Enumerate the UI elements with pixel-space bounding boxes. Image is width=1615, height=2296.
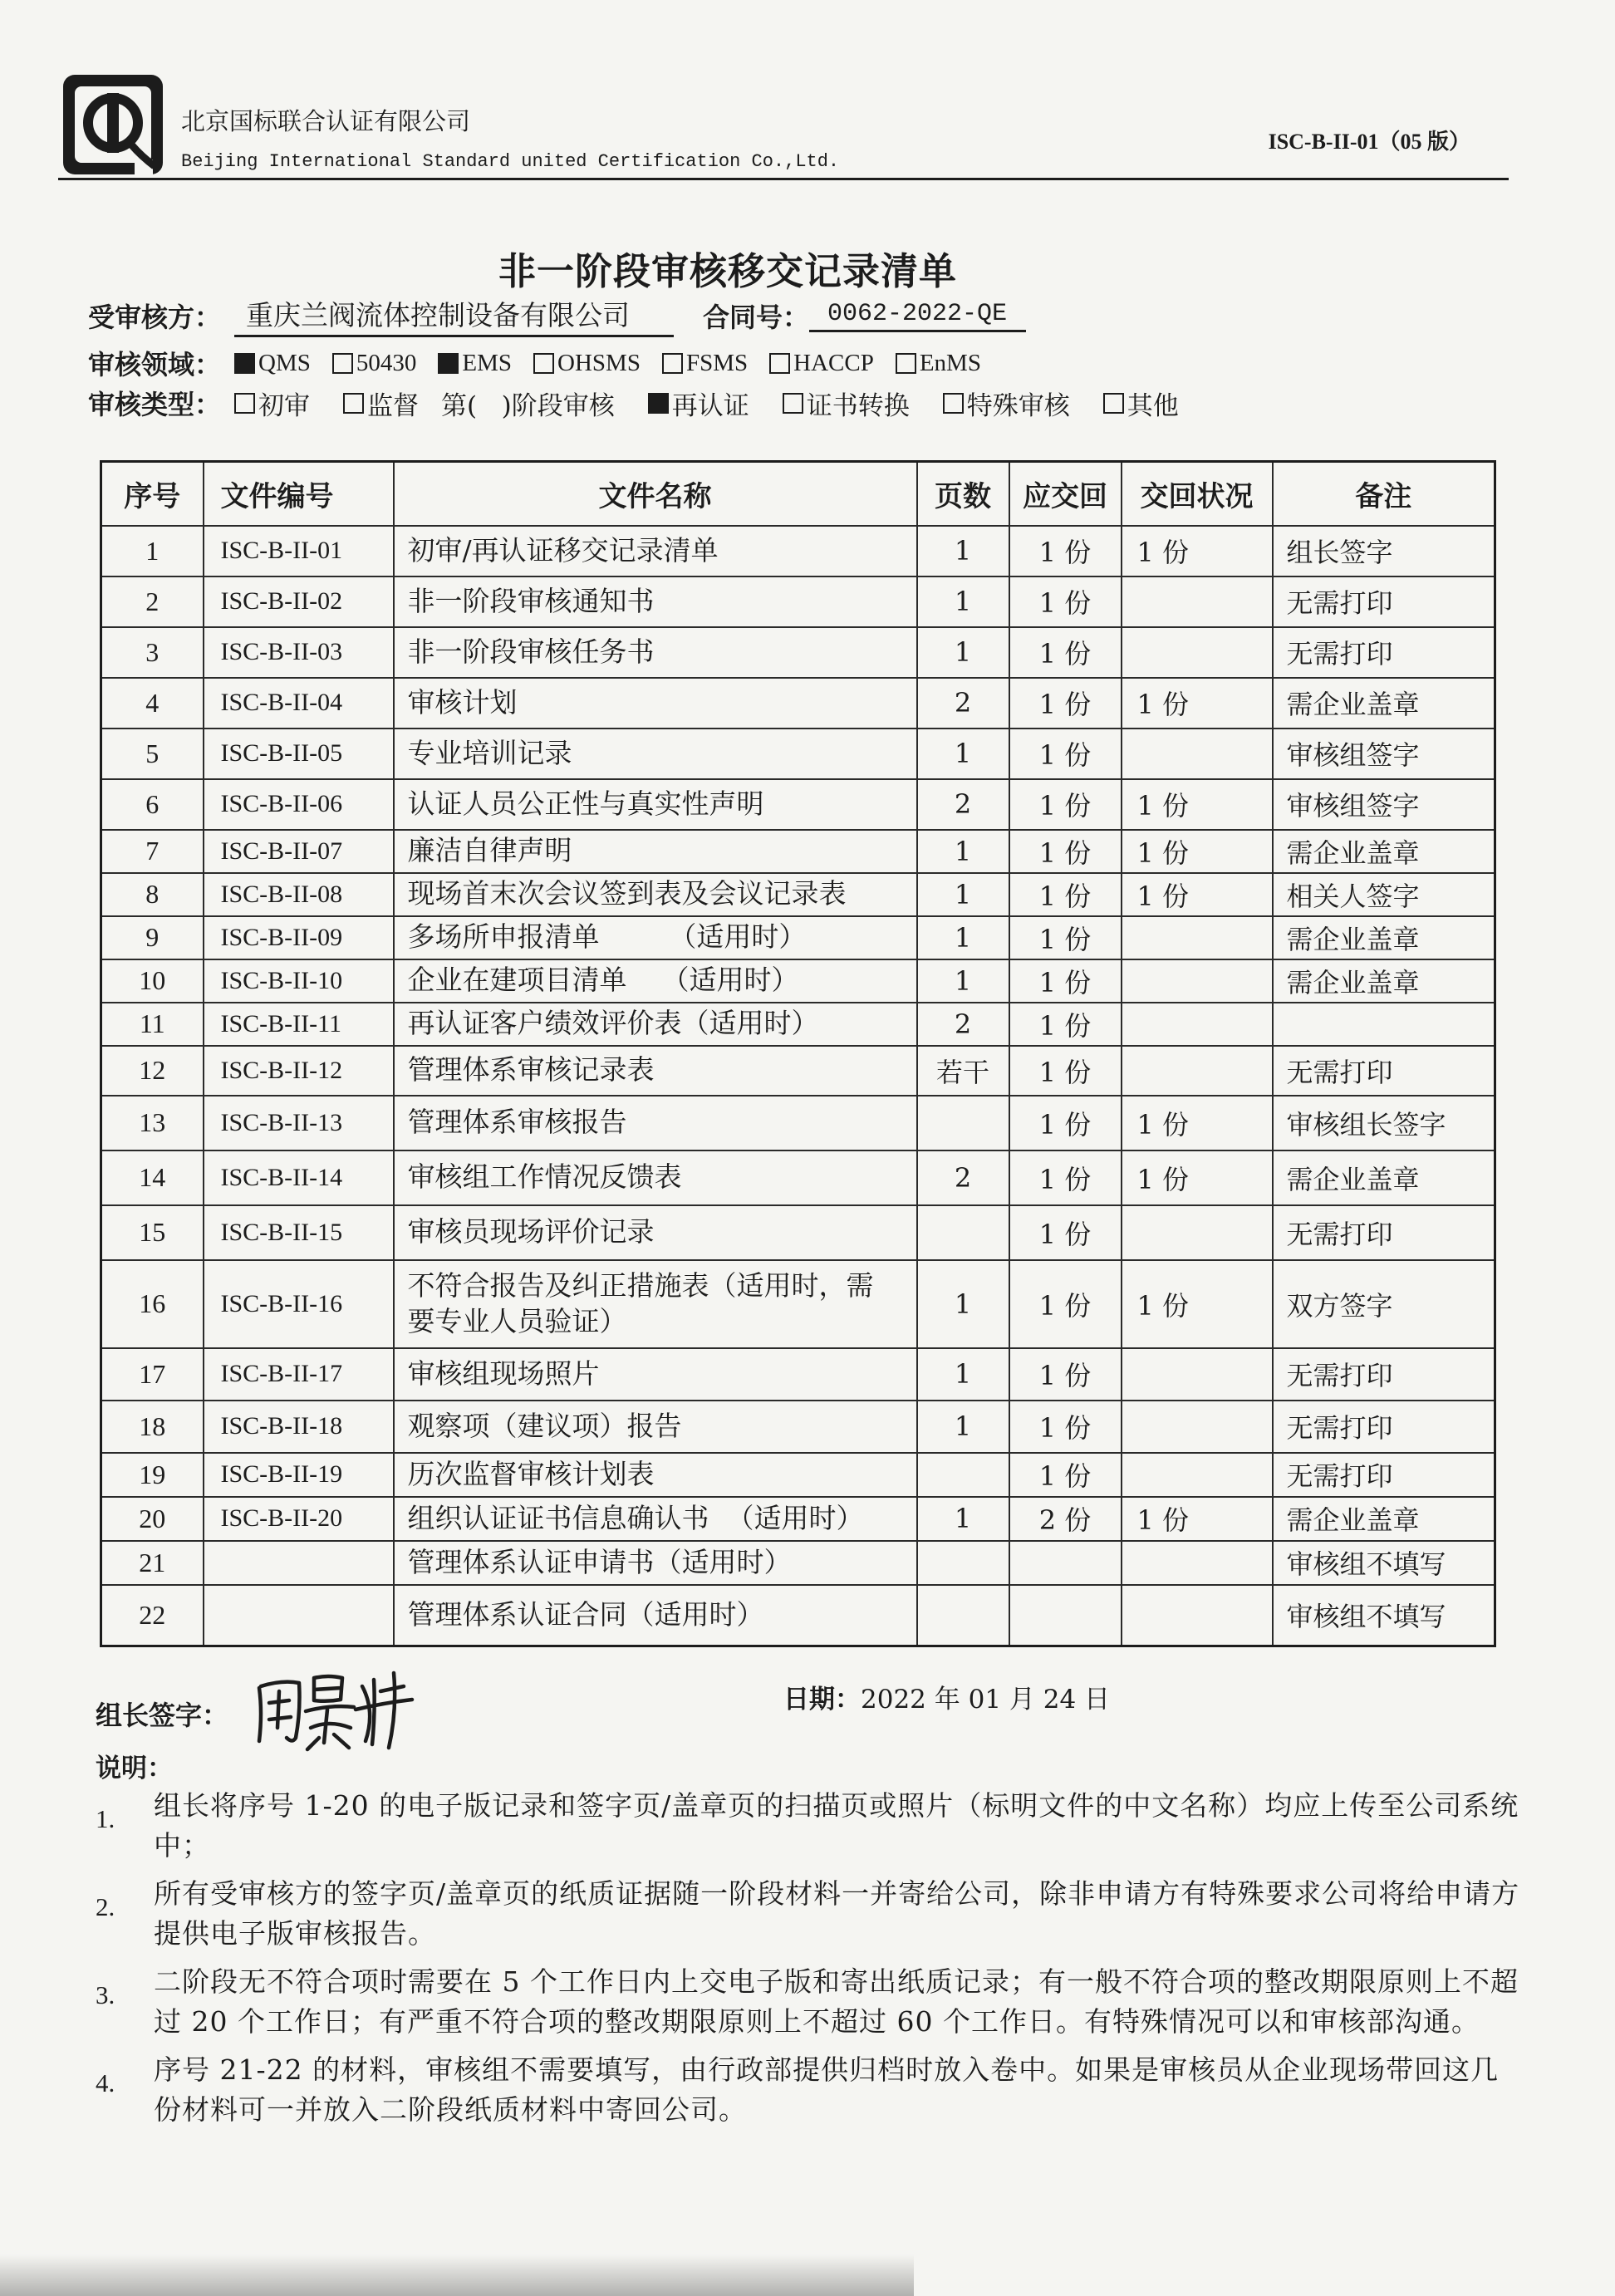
cell-returned-count bbox=[1122, 1046, 1273, 1096]
cell-returned-count: 1 份 bbox=[1122, 873, 1273, 916]
cell-returned-count bbox=[1122, 729, 1273, 779]
table-header-row bbox=[101, 462, 1495, 526]
cell-due-count: 2 份 bbox=[1009, 1497, 1122, 1541]
cell-seq: 13 bbox=[101, 1096, 204, 1150]
cell-due-count: 1 份 bbox=[1009, 1260, 1122, 1348]
cell-seq: 22 bbox=[101, 1585, 204, 1646]
cell-pages: 1 bbox=[917, 576, 1009, 627]
cell-doc-name: 不符合报告及纠正措施表（适用时，需要专业人员验证） bbox=[394, 1260, 917, 1348]
cell-pages: 2 bbox=[917, 779, 1009, 830]
cell-remark: 需企业盖章 bbox=[1273, 678, 1495, 729]
header-pages: 页数 bbox=[917, 462, 1009, 526]
cell-doc-code: ISC-B-II-10 bbox=[204, 959, 394, 1003]
domain-option-label: OHSMS bbox=[557, 349, 641, 376]
note-item bbox=[96, 1962, 1520, 2042]
table-row bbox=[101, 678, 1495, 729]
domain-option-50430 bbox=[332, 350, 417, 377]
cell-due-count: 1 份 bbox=[1009, 1096, 1122, 1150]
cell-doc-name: 组织认证证书信息确认书 （适用时） bbox=[394, 1497, 917, 1541]
note-item bbox=[96, 1786, 1520, 1866]
cell-seq: 14 bbox=[101, 1150, 204, 1205]
cell-doc-code: ISC-B-II-04 bbox=[204, 678, 394, 729]
cell-pages: 2 bbox=[917, 678, 1009, 729]
type-option-stage-text: 第( )阶段审核 bbox=[441, 390, 615, 421]
domain-option-label: 50430 bbox=[356, 349, 417, 376]
contract-value: 0062-2022-QE bbox=[809, 300, 1026, 332]
cell-seq: 2 bbox=[101, 576, 204, 627]
cell-doc-name: 历次监督审核计划表 bbox=[394, 1453, 917, 1497]
header-returned-count: 交回状况 bbox=[1122, 462, 1273, 526]
cell-doc-code: ISC-B-II-08 bbox=[204, 873, 394, 916]
cell-pages: 2 bbox=[917, 1003, 1009, 1046]
document-code: ISC-B-II-01（05 版） bbox=[1268, 130, 1470, 154]
cell-returned-count: 1 份 bbox=[1122, 1150, 1273, 1205]
cell-seq: 21 bbox=[101, 1541, 204, 1585]
cell-doc-name: 管理体系审核报告 bbox=[394, 1096, 917, 1150]
cell-pages: 1 bbox=[917, 1260, 1009, 1348]
note-number: 1. bbox=[96, 1804, 115, 1833]
checkbox-icon bbox=[662, 353, 683, 374]
cell-pages bbox=[917, 1541, 1009, 1585]
cell-doc-name: 审核计划 bbox=[394, 678, 917, 729]
audit-type-line bbox=[88, 384, 1212, 422]
note-text: 序号 21-22 的材料，审核组不需要填写，由行政部提供归档时放入卷中。如果是审核员从企业现场带回这几份材料可一并放入二阶段纸质材料中寄回公司。 bbox=[154, 2053, 1500, 2126]
cell-pages bbox=[917, 1585, 1009, 1646]
cell-returned-count bbox=[1122, 959, 1273, 1003]
note-number: 2. bbox=[96, 1892, 115, 1921]
cell-remark: 无需打印 bbox=[1273, 627, 1495, 678]
table-row bbox=[101, 1585, 1495, 1646]
cell-remark: 无需打印 bbox=[1273, 1453, 1495, 1497]
cell-due-count: 1 份 bbox=[1009, 1205, 1122, 1260]
notes-heading: 说明： bbox=[96, 1754, 173, 1783]
note-text: 二阶段无不符合项时需要在 5 个工作日内上交电子版和寄出纸质记录；有一般不符合项的整改期限原则上不超过 20 个工作日；有严重不符合项的整改期限原则上不超过 60 个工作日。有特殊情况可以和审核部沟通。 bbox=[154, 1965, 1519, 2038]
cell-due-count: 1 份 bbox=[1009, 1150, 1122, 1205]
cell-returned-count: 1 份 bbox=[1122, 526, 1273, 576]
cell-seq: 11 bbox=[101, 1003, 204, 1046]
cell-returned-count bbox=[1122, 1003, 1273, 1046]
cell-returned-count: 1 份 bbox=[1122, 1260, 1273, 1348]
cell-returned-count: 1 份 bbox=[1122, 779, 1273, 830]
cell-pages bbox=[917, 1453, 1009, 1497]
cell-remark: 需企业盖章 bbox=[1273, 830, 1495, 873]
table-row bbox=[101, 576, 1495, 627]
auditee-value: 重庆兰阀流体控制设备有限公司 bbox=[234, 294, 674, 337]
cell-due-count: 1 份 bbox=[1009, 959, 1122, 1003]
note-text: 组长将序号 1-20 的电子版记录和签字页/盖章页的扫描页或照片（标明文件的中文名称）均应上传至公司系统中； bbox=[154, 1789, 1519, 1862]
note-item bbox=[96, 1874, 1520, 1954]
auditee-label: 受审核方： bbox=[88, 302, 222, 333]
cell-doc-name: 认证人员公正性与真实性声明 bbox=[394, 779, 917, 830]
note-text: 所有受审核方的签字页/盖章页的纸质证据随一阶段材料一并寄给公司，除非申请方有特殊要求公司将给申请方提供电子版审核报告。 bbox=[154, 1877, 1520, 1950]
header-due-count: 应交回 bbox=[1009, 462, 1122, 526]
handwritten-signature-image bbox=[249, 1661, 415, 1753]
cell-remark: 无需打印 bbox=[1273, 1046, 1495, 1096]
table-row bbox=[101, 959, 1495, 1003]
domain-option-ohsms bbox=[533, 350, 641, 377]
cell-returned-count bbox=[1122, 1205, 1273, 1260]
cell-doc-name: 再认证客户绩效评价表（适用时） bbox=[394, 1003, 917, 1046]
checkbox-icon bbox=[896, 353, 916, 374]
header-doc-code: 文件编号 bbox=[204, 462, 394, 526]
cell-remark: 需企业盖章 bbox=[1273, 1497, 1495, 1541]
cell-doc-name: 审核组现场照片 bbox=[394, 1348, 917, 1401]
cell-returned-count bbox=[1122, 576, 1273, 627]
cell-seq: 17 bbox=[101, 1348, 204, 1401]
cell-returned-count: 1 份 bbox=[1122, 830, 1273, 873]
table-row bbox=[101, 1003, 1495, 1046]
cell-doc-code: ISC-B-II-06 bbox=[204, 779, 394, 830]
cell-due-count bbox=[1009, 1541, 1122, 1585]
cell-due-count: 1 份 bbox=[1009, 526, 1122, 576]
type-option-label: 监督 bbox=[367, 390, 420, 421]
cell-remark: 双方签字 bbox=[1273, 1260, 1495, 1348]
cell-seq: 8 bbox=[101, 873, 204, 916]
cell-due-count: 1 份 bbox=[1009, 1003, 1122, 1046]
audit-type-label: 审核类型： bbox=[88, 389, 222, 420]
cell-remark: 无需打印 bbox=[1273, 576, 1495, 627]
type-option-label: 其他 bbox=[1127, 390, 1179, 421]
table-row bbox=[101, 1205, 1495, 1260]
auditee-line bbox=[88, 294, 1026, 337]
domain-option-label: HACCP bbox=[793, 349, 874, 376]
type-option-other bbox=[1103, 385, 1179, 422]
cell-doc-name: 审核组工作情况反馈表 bbox=[394, 1150, 917, 1205]
domain-option-label: QMS bbox=[258, 349, 311, 376]
company-name-en: Beijing International Standard united Certification Co.,Ltd. bbox=[181, 151, 840, 172]
domain-option-haccp bbox=[769, 350, 874, 377]
table-row bbox=[101, 1348, 1495, 1401]
checkbox-icon bbox=[234, 353, 255, 374]
cell-doc-code: ISC-B-II-03 bbox=[204, 627, 394, 678]
cell-pages bbox=[917, 1096, 1009, 1150]
cell-pages: 若干 bbox=[917, 1046, 1009, 1096]
type-option-transfer bbox=[783, 385, 910, 422]
cell-doc-code: ISC-B-II-17 bbox=[204, 1348, 394, 1401]
cell-doc-name: 非一阶段审核任务书 bbox=[394, 627, 917, 678]
table-row bbox=[101, 1497, 1495, 1541]
domain-option-label: FSMS bbox=[685, 349, 749, 376]
cell-due-count: 1 份 bbox=[1009, 729, 1122, 779]
table-row bbox=[101, 1401, 1495, 1453]
cell-remark: 组长签字 bbox=[1273, 526, 1495, 576]
cell-remark: 无需打印 bbox=[1273, 1401, 1495, 1453]
header-remark: 备注 bbox=[1273, 462, 1495, 526]
table-row bbox=[101, 830, 1495, 873]
type-option-surveillance bbox=[343, 385, 615, 422]
table-row bbox=[101, 1453, 1495, 1497]
type-option-label: 特殊审核 bbox=[966, 390, 1070, 421]
cell-returned-count bbox=[1122, 1401, 1273, 1453]
table-row bbox=[101, 1096, 1495, 1150]
company-name-cn: 北京国标联合认证有限公司 bbox=[181, 107, 471, 135]
date-line bbox=[783, 1678, 1110, 1715]
cell-doc-code: ISC-B-II-07 bbox=[204, 830, 394, 873]
cell-returned-count bbox=[1122, 1541, 1273, 1585]
table-row bbox=[101, 1260, 1495, 1348]
cell-seq: 1 bbox=[101, 526, 204, 576]
audit-domain-options bbox=[234, 350, 1003, 377]
cell-pages: 1 bbox=[917, 959, 1009, 1003]
cell-returned-count bbox=[1122, 1348, 1273, 1401]
cell-seq: 5 bbox=[101, 729, 204, 779]
table-row bbox=[101, 1150, 1495, 1205]
table-row bbox=[101, 729, 1495, 779]
cell-seq: 6 bbox=[101, 779, 204, 830]
cell-doc-name: 廉洁自律声明 bbox=[394, 830, 917, 873]
cell-seq: 10 bbox=[101, 959, 204, 1003]
cell-doc-name: 多场所申报清单 （适用时） bbox=[394, 916, 917, 959]
checkbox-icon bbox=[332, 353, 353, 374]
note-item bbox=[96, 2050, 1520, 2130]
cell-seq: 19 bbox=[101, 1453, 204, 1497]
cell-pages: 1 bbox=[917, 873, 1009, 916]
table-row bbox=[101, 1541, 1495, 1585]
cell-doc-name: 专业培训记录 bbox=[394, 729, 917, 779]
header-divider bbox=[58, 178, 1509, 180]
table-row bbox=[101, 526, 1495, 576]
cell-seq: 12 bbox=[101, 1046, 204, 1096]
cell-doc-name: 非一阶段审核通知书 bbox=[394, 576, 917, 627]
checkbox-icon bbox=[783, 393, 803, 414]
checkbox-icon bbox=[343, 393, 364, 414]
cell-doc-code bbox=[204, 1585, 394, 1646]
header-doc-name: 文件名称 bbox=[394, 462, 917, 526]
table-row bbox=[101, 779, 1495, 830]
cell-returned-count bbox=[1122, 1585, 1273, 1646]
cell-due-count: 1 份 bbox=[1009, 1453, 1122, 1497]
cell-doc-code: ISC-B-II-02 bbox=[204, 576, 394, 627]
cell-returned-count: 1 份 bbox=[1122, 1497, 1273, 1541]
checkbox-icon bbox=[533, 353, 554, 374]
contract-label: 合同号： bbox=[703, 302, 810, 333]
cell-doc-code: ISC-B-II-05 bbox=[204, 729, 394, 779]
header-seq: 序号 bbox=[101, 462, 204, 526]
cell-due-count: 1 份 bbox=[1009, 678, 1122, 729]
cell-seq: 15 bbox=[101, 1205, 204, 1260]
cell-doc-name: 企业在建项目清单 （适用时） bbox=[394, 959, 917, 1003]
cell-doc-code: ISC-B-II-09 bbox=[204, 916, 394, 959]
cell-pages: 1 bbox=[917, 1401, 1009, 1453]
cell-doc-name: 管理体系认证申请书（适用时） bbox=[394, 1541, 917, 1585]
type-option-recertification bbox=[648, 385, 749, 422]
checkbox-icon bbox=[234, 393, 255, 414]
page-title: 非一阶段审核移交记录清单 bbox=[498, 249, 958, 293]
domain-option-label: EnMS bbox=[919, 349, 981, 376]
cell-pages bbox=[917, 1205, 1009, 1260]
cell-returned-count: 1 份 bbox=[1122, 678, 1273, 729]
checkbox-icon bbox=[438, 353, 459, 374]
checkbox-icon bbox=[1103, 393, 1124, 414]
cell-remark: 需企业盖章 bbox=[1273, 959, 1495, 1003]
cell-returned-count bbox=[1122, 916, 1273, 959]
cell-pages: 1 bbox=[917, 729, 1009, 779]
cell-doc-code: ISC-B-II-01 bbox=[204, 526, 394, 576]
cell-seq: 3 bbox=[101, 627, 204, 678]
table-row bbox=[101, 627, 1495, 678]
notes-list bbox=[96, 1786, 1520, 2138]
domain-option-ems bbox=[438, 350, 512, 377]
cell-doc-name: 观察项（建议项）报告 bbox=[394, 1401, 917, 1453]
cell-doc-name: 现场首末次会议签到表及会议记录表 bbox=[394, 873, 917, 916]
cell-remark: 需企业盖章 bbox=[1273, 1150, 1495, 1205]
cell-pages: 1 bbox=[917, 916, 1009, 959]
domain-option-fsms bbox=[662, 350, 748, 377]
type-option-label: 再认证 bbox=[671, 390, 749, 421]
cell-due-count: 1 份 bbox=[1009, 779, 1122, 830]
cell-doc-code: ISC-B-II-18 bbox=[204, 1401, 394, 1453]
cell-doc-name: 管理体系认证合同（适用时） bbox=[394, 1585, 917, 1646]
cell-due-count: 1 份 bbox=[1009, 916, 1122, 959]
type-option-label: 证书转换 bbox=[806, 390, 910, 421]
cell-doc-code: ISC-B-II-12 bbox=[204, 1046, 394, 1096]
domain-option-enms bbox=[896, 350, 981, 377]
cell-doc-code: ISC-B-II-19 bbox=[204, 1453, 394, 1497]
cell-remark: 审核组不填写 bbox=[1273, 1541, 1495, 1585]
cell-seq: 9 bbox=[101, 916, 204, 959]
cell-seq: 16 bbox=[101, 1260, 204, 1348]
cell-doc-code: ISC-B-II-14 bbox=[204, 1150, 394, 1205]
cell-due-count: 1 份 bbox=[1009, 1046, 1122, 1096]
type-option-initial bbox=[234, 385, 310, 422]
cell-seq: 7 bbox=[101, 830, 204, 873]
cell-remark: 审核组长签字 bbox=[1273, 1096, 1495, 1150]
cell-doc-code: ISC-B-II-11 bbox=[204, 1003, 394, 1046]
cell-seq: 20 bbox=[101, 1497, 204, 1541]
cell-returned-count: 1 份 bbox=[1122, 1096, 1273, 1150]
cell-doc-code: ISC-B-II-20 bbox=[204, 1497, 394, 1541]
cell-remark: 相关人签字 bbox=[1273, 873, 1495, 916]
table-row bbox=[101, 1046, 1495, 1096]
cell-remark: 无需打印 bbox=[1273, 1205, 1495, 1260]
note-number: 3. bbox=[96, 1980, 115, 2009]
cell-remark: 无需打印 bbox=[1273, 1348, 1495, 1401]
leader-signature-label: 组长签字： bbox=[96, 1700, 229, 1731]
cell-returned-count bbox=[1122, 627, 1273, 678]
cell-pages: 1 bbox=[917, 830, 1009, 873]
date-value: 2022 年 01 月 24 日 bbox=[861, 1685, 1111, 1715]
checkbox-icon bbox=[943, 393, 964, 414]
checkbox-icon bbox=[648, 393, 669, 414]
cell-seq: 4 bbox=[101, 678, 204, 729]
audit-type-options bbox=[234, 385, 1212, 422]
cell-due-count: 1 份 bbox=[1009, 830, 1122, 873]
cell-remark: 审核组不填写 bbox=[1273, 1585, 1495, 1646]
handover-table bbox=[100, 460, 1496, 1647]
cell-due-count: 1 份 bbox=[1009, 873, 1122, 916]
cell-doc-code: ISC-B-II-15 bbox=[204, 1205, 394, 1260]
audit-domain-label: 审核领域： bbox=[88, 349, 222, 380]
company-logo-icon bbox=[61, 73, 164, 176]
cell-due-count: 1 份 bbox=[1009, 1348, 1122, 1401]
cell-due-count: 1 份 bbox=[1009, 576, 1122, 627]
checkbox-icon bbox=[769, 353, 790, 374]
cell-remark: 审核组签字 bbox=[1273, 729, 1495, 779]
cell-doc-code: ISC-B-II-13 bbox=[204, 1096, 394, 1150]
note-number: 4. bbox=[96, 2068, 115, 2097]
cell-pages: 1 bbox=[917, 1348, 1009, 1401]
cell-doc-code bbox=[204, 1541, 394, 1585]
cell-due-count bbox=[1009, 1585, 1122, 1646]
cell-doc-name: 初审/再认证移交记录清单 bbox=[394, 526, 917, 576]
cell-seq: 18 bbox=[101, 1401, 204, 1453]
cell-remark: 需企业盖章 bbox=[1273, 916, 1495, 959]
domain-option-qms bbox=[234, 350, 311, 377]
date-label: 日期： bbox=[783, 1685, 861, 1715]
table-row bbox=[101, 873, 1495, 916]
cell-doc-code: ISC-B-II-16 bbox=[204, 1260, 394, 1348]
cell-returned-count bbox=[1122, 1453, 1273, 1497]
type-option-special bbox=[943, 385, 1070, 422]
cell-pages: 1 bbox=[917, 526, 1009, 576]
audit-domain-line bbox=[88, 344, 1003, 382]
table-body bbox=[101, 526, 1495, 1646]
cell-due-count: 1 份 bbox=[1009, 627, 1122, 678]
cell-pages: 2 bbox=[917, 1150, 1009, 1205]
cell-due-count: 1 份 bbox=[1009, 1401, 1122, 1453]
scan-edge-shadow bbox=[0, 2254, 914, 2296]
cell-doc-name: 审核员现场评价记录 bbox=[394, 1205, 917, 1260]
cell-pages: 1 bbox=[917, 627, 1009, 678]
cell-doc-name: 管理体系审核记录表 bbox=[394, 1046, 917, 1096]
cell-remark bbox=[1273, 1003, 1495, 1046]
type-option-label: 初审 bbox=[258, 390, 311, 421]
table-row bbox=[101, 916, 1495, 959]
cell-pages: 1 bbox=[917, 1497, 1009, 1541]
domain-option-label: EMS bbox=[462, 349, 513, 376]
cell-remark: 审核组签字 bbox=[1273, 779, 1495, 830]
